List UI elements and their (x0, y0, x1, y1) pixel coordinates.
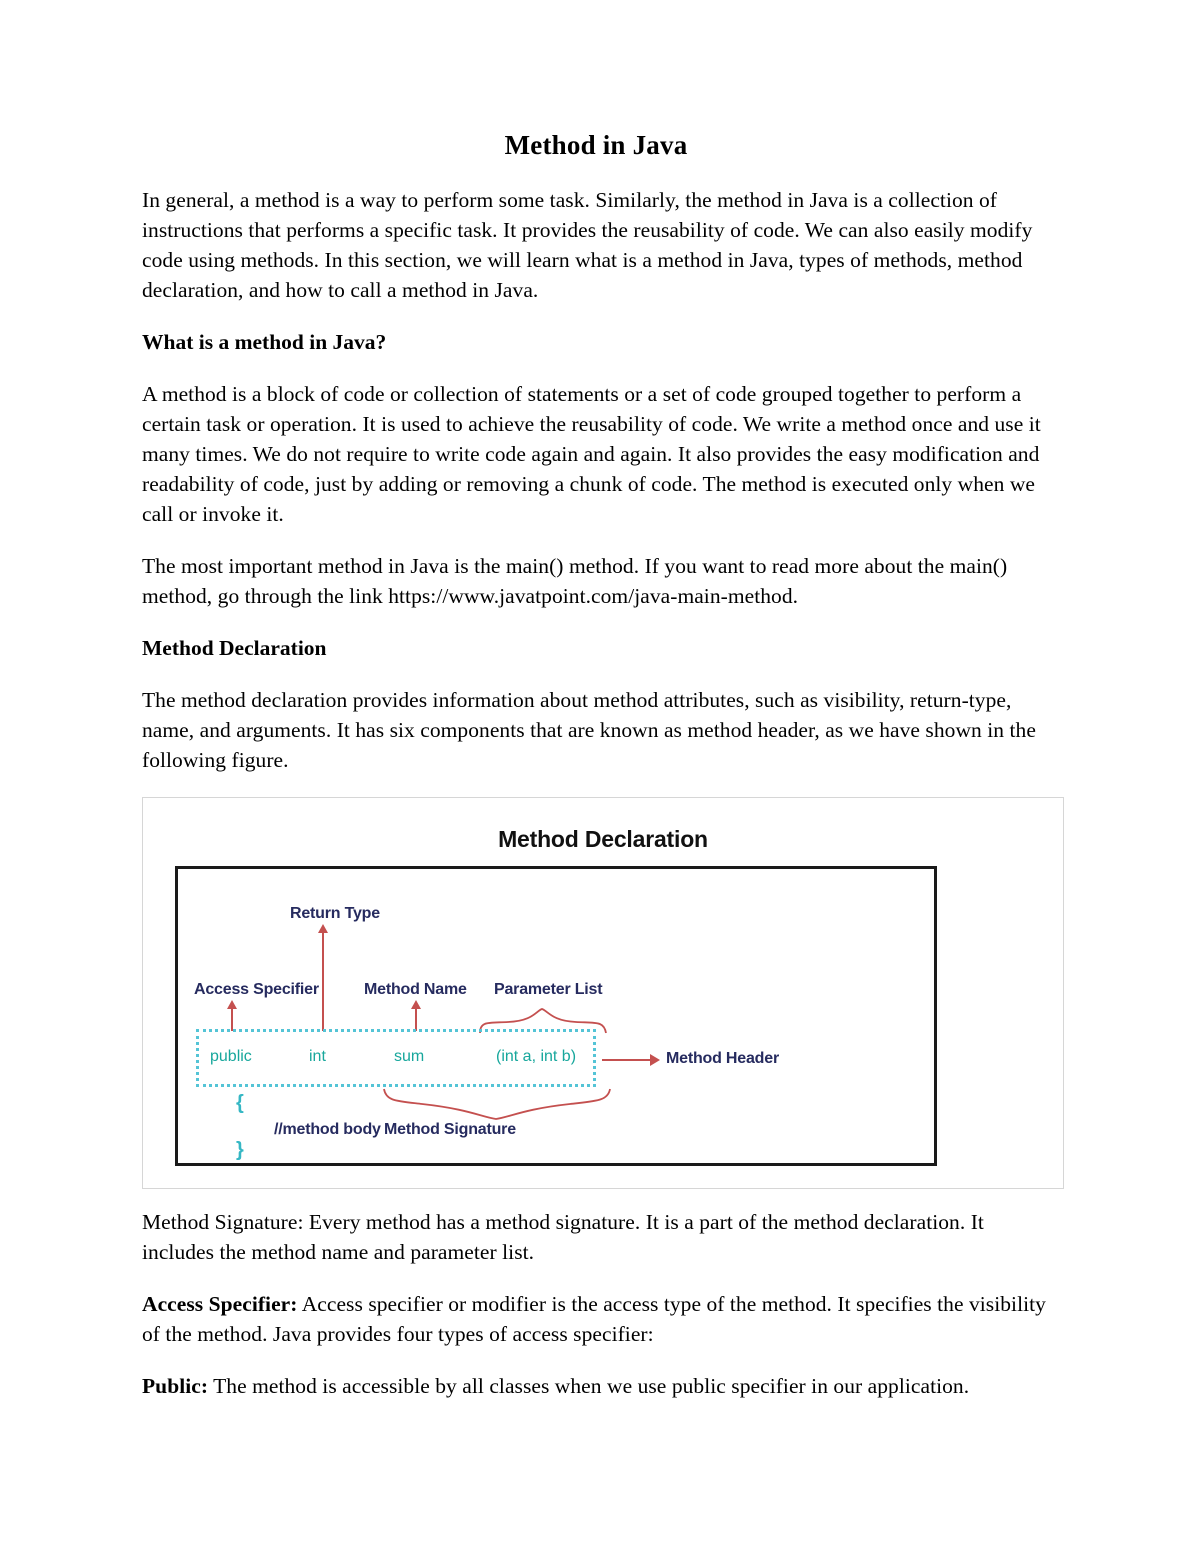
text-public: The method is accessible by all classes when we use public specifier in our application. (208, 1374, 970, 1398)
code-token-return-type: int (309, 1048, 326, 1065)
label-access-specifier: Access Specifier (194, 981, 319, 998)
heading-what-is-method: What is a method in Java? (142, 330, 387, 354)
code-token-method-name: sum (394, 1048, 425, 1065)
code-token-access-specifier: public (210, 1048, 252, 1065)
brace-method-signature (382, 1087, 614, 1121)
arrow-return-type (322, 931, 324, 1031)
label-method-name: Method Name (364, 981, 467, 998)
figure-title: Method Declaration (498, 826, 708, 852)
heading-method-declaration: Method Declaration (142, 636, 327, 660)
paragraph-definition: A method is a block of code or collection of statements or a set of code grouped together to perform a certain task or operation. It is used to achieve the reusability of code. We write a method once and use it many times. We do not require to write code again and again. It also provides the easy modification and readability of code, just by adding or removing a chunk of code. The method is executed only when we call or invoke it. (142, 382, 1041, 526)
definition-public (142, 1371, 1050, 1401)
paragraph-intro: In general, a method is a way to perform some task. Similarly, the method in Java is a collection of instructions that performs a specific task. It provides the reusability of code. We can also easily modify code using methods. In this section, we will learn what is a method in Java, types of methods, method declaration, and how to call a method in Java. (142, 188, 1033, 302)
code-token-parameter-list: (int a, int b) (496, 1048, 577, 1065)
label-method-header: Method Header (666, 1050, 779, 1067)
paragraph-main-method: The most important method in Java is the main() method. If you want to read more about the main() method, go through the link https://www.javatpoint.com/java-main-method. (142, 554, 1008, 608)
document-content (142, 130, 1050, 1423)
text-access-specifier: Access specifier or modifier is the access type of the method. It specifies the visibility of the method. Java provides four types of access specifier: (142, 1292, 1046, 1346)
definition-access-specifier (142, 1289, 1050, 1349)
term-access-specifier: Access Specifier: (142, 1292, 298, 1316)
code-brace-open: { (236, 1092, 244, 1114)
term-public: Public: (142, 1374, 209, 1398)
label-method-body: //method body (274, 1121, 381, 1138)
method-declaration-figure (142, 797, 1064, 1189)
arrow-method-header (602, 1059, 652, 1061)
diagram-inner-box (175, 866, 937, 1166)
code-brace-close: } (236, 1139, 244, 1161)
label-method-signature: Method Signature (384, 1121, 516, 1138)
page-title: Method in Java (504, 130, 688, 160)
label-return-type: Return Type (290, 905, 380, 922)
paragraph-method-signature: Method Signature: Every method has a method signature. It is a part of the method declaration. It includes the method name and parameter list. (142, 1210, 984, 1264)
paragraph-declaration-intro: The method declaration provides information about method attributes, such as visibility, return-type, name, and arguments. It has six components that are known as method header, as we have shown in the following figure. (142, 688, 1036, 772)
label-parameter-list: Parameter List (494, 981, 603, 998)
arrow-access-specifier (231, 1007, 233, 1031)
arrow-method-name (415, 1007, 417, 1031)
